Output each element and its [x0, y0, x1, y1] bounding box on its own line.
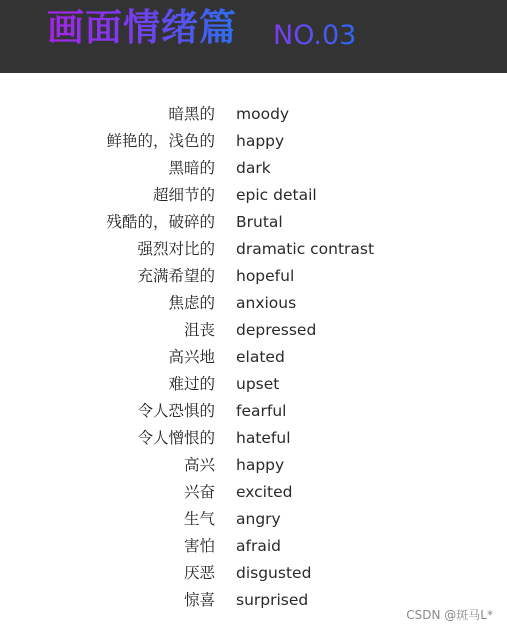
term-row: [0, 371, 507, 398]
term-row: [0, 101, 507, 128]
term-chinese: 害怕: [183, 537, 215, 555]
term-row: [0, 560, 507, 587]
term-english: afraid: [236, 537, 281, 555]
term-list: [0, 101, 507, 614]
term-chinese: 黑暗的: [168, 159, 215, 177]
term-english: upset: [236, 375, 280, 393]
term-english: happy: [236, 456, 285, 474]
term-row: [0, 479, 507, 506]
term-row: [0, 398, 507, 425]
term-row: [0, 236, 507, 263]
term-row: [0, 155, 507, 182]
term-chinese: 充满希望的: [137, 267, 215, 285]
term-row: [0, 533, 507, 560]
header-banner: [0, 0, 507, 73]
term-english: depressed: [236, 321, 317, 339]
term-english: hateful: [236, 429, 291, 447]
term-row: [0, 317, 507, 344]
term-chinese: 厌恶: [183, 564, 215, 582]
term-english: happy: [236, 132, 285, 150]
term-chinese: 生气: [183, 510, 215, 528]
term-english: hopeful: [236, 267, 295, 285]
term-chinese: 兴奋: [183, 483, 215, 501]
term-english: angry: [236, 510, 281, 528]
term-chinese: 强烈对比的: [137, 240, 215, 258]
term-english: elated: [236, 348, 285, 366]
term-english: moody: [236, 105, 290, 123]
watermark: CSDN @斑马L*: [406, 608, 493, 622]
term-english: surprised: [236, 591, 309, 609]
term-chinese: 暗黑的: [168, 105, 215, 123]
term-chinese: 鲜艳的，浅色的: [106, 132, 215, 150]
term-english: fearful: [236, 402, 287, 420]
term-english: excited: [236, 483, 293, 501]
term-row: [0, 263, 507, 290]
term-chinese: 高兴: [183, 456, 215, 474]
term-chinese: 残酷的，破碎的: [106, 213, 215, 231]
term-row: [0, 506, 507, 533]
term-chinese: 难过的: [168, 375, 215, 393]
term-english: anxious: [236, 294, 297, 312]
term-chinese: 超细节的: [152, 186, 215, 204]
term-row: [0, 452, 507, 479]
term-chinese: 惊喜: [183, 591, 215, 609]
term-row: [0, 425, 507, 452]
page-subtitle: NO.03: [273, 18, 356, 54]
term-chinese: 高兴地: [168, 348, 215, 366]
term-english: disgusted: [236, 564, 312, 582]
term-chinese: 令人憎恨的: [137, 429, 215, 447]
term-row: [0, 182, 507, 209]
term-row: [0, 128, 507, 155]
term-chinese: 令人恐惧的: [137, 402, 215, 420]
page-title: 画面情绪篇: [47, 3, 237, 53]
term-english: dramatic contrast: [236, 240, 375, 258]
term-row: [0, 344, 507, 371]
term-chinese: 焦虑的: [168, 294, 215, 312]
term-english: Brutal: [236, 213, 283, 231]
term-english: epic detail: [236, 186, 317, 204]
term-english: dark: [236, 159, 271, 177]
term-row: [0, 209, 507, 236]
term-row: [0, 290, 507, 317]
term-chinese: 沮丧: [183, 321, 215, 339]
